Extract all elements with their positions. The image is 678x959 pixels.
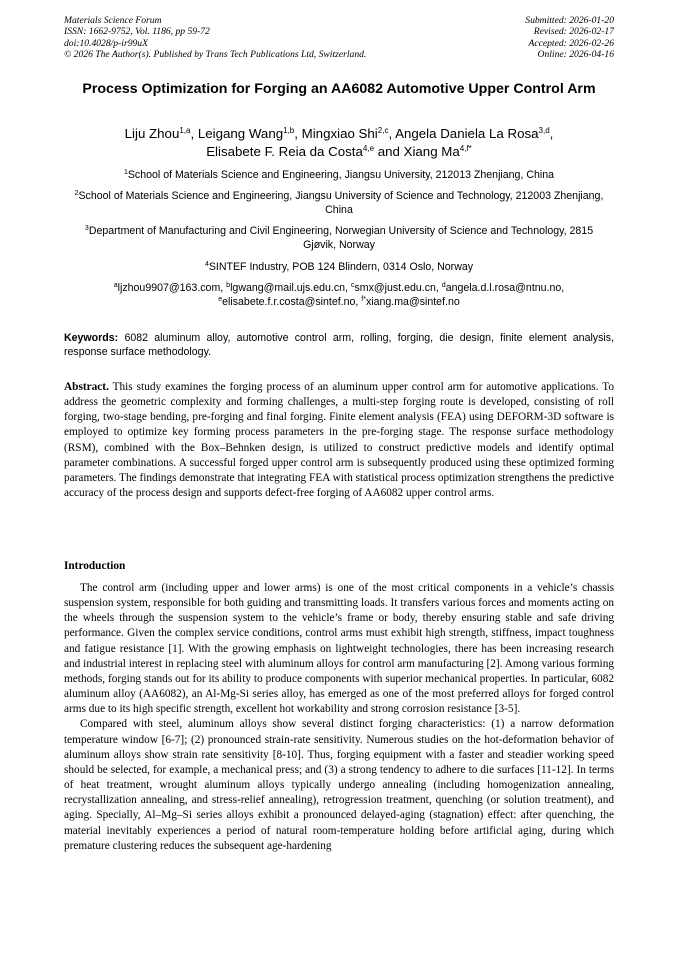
author: Leigang Wang$^{1,b}$, (197, 126, 302, 141)
affiliation: $^4$SINTEF Industry, POB 124 Blindern, 0314 Oslo, Norway (204, 261, 474, 273)
email[interactable]: $^e$elisabete.f.r.costa@sintef.no (218, 295, 356, 308)
section-heading-introduction: Introduction (64, 560, 126, 572)
issn-volume: ISSN: 1662-9752, Vol. 1186, pp 59-72 (64, 26, 210, 38)
accepted-date: Accepted: 2026-02-26 (528, 37, 614, 49)
paper-title: Process Optimization for Forging an AA6082 Automotive Upper Control Arm (82, 81, 596, 97)
affiliation: $^1$School of Materials Science and Engineering, Jiangsu University, 212013 Zhenjiang, China (123, 169, 555, 181)
abstract (64, 380, 614, 501)
author: Xiang $Ma^{4,f*}$ (403, 143, 472, 159)
doi[interactable]: doi:10.4028/p-ir99uX (64, 37, 148, 49)
email[interactable]: $^d$angela.d.l.rosa@ntnu.no (441, 282, 562, 294)
introduction-body (64, 581, 614, 854)
email[interactable]: $^c$smx@just.edu.cn (350, 282, 436, 294)
email[interactable]: $^b$lgwang@mail.ujs.edu.cn (226, 282, 346, 294)
affiliation: $^2$School of Materials Science and Engineering, Jiangsu University of Science and Technology, 212003 Zhenjiang, China (74, 190, 604, 216)
author: Angela Daniela La Rosa$^{3,d}$, (395, 126, 554, 141)
keywords-text: 6082 aluminum alloy, automotive control arm, rolling, forging, die design, finite element analysis, response surface methodology. (64, 332, 614, 359)
publication-dates (525, 15, 614, 61)
journal-info (64, 15, 366, 61)
author: Elisabete F. Reia da Costa$^{4,e}$ and (206, 143, 404, 159)
journal-name: Materials Science Forum (64, 15, 162, 26)
abstract-text: This study examines the forging process of an aluminum upper control arm for automotive applications. To address the geometric complexity and forming challenges, a multi-step forging route is developed, consisting of roll forging, two-stage bending, pre-forging and final forging. Finite element analysis (FEA) using DEFORM-3D software is employed to optimize key forming process parameters in the pre-forging stage. The response surface methodology (RSM), combined with the Box–Behnken design, is utilized to construct predictive models and identify optimal parameter combinations. A successful forged upper control arm is subsequently produced using these optimized forming parameters. The findings demonstrate that integrating FEA with statistical process optimization strengthens the predictive accuracy of the process design and supports defect-free forging of AA6082 upper control arms. (64, 381, 614, 500)
submitted-date: Submitted: 2026-01-20 (525, 15, 614, 26)
affiliation: $^3$Department of Manufacturing and Civil Engineering, Norwegian University of Science and Technology, 2815 Gjøvik, Norway (84, 225, 594, 251)
email[interactable]: $^a$ljzhou9907@163.com (113, 282, 221, 294)
author: Liju Zhou$^{1,a}$, (124, 126, 198, 141)
email[interactable]: $^{f*}$xiang.ma@sintef.no (361, 295, 460, 308)
keywords (64, 331, 614, 359)
author-list (60, 125, 618, 160)
keywords-label: Keywords: (64, 332, 119, 344)
author-emails: $^a$ljzhou9907@163.com, $^b$lgwang@mail.ujs.edu.cn, $^c$smx@just.edu.cn, $^d$angela.d.l.rosa@ntnu.no, $^e$elisabete.f.r.costa@sintef.no, $^{f*}$xiang.ma@sintef.no (113, 282, 565, 308)
paragraph: Compared with steel, aluminum alloys show several distinct forging characteristics: (1) a narrow deformation temperature window [6-7]; (2) pronounced strain-rate sensitivity. Numerous studies on the hot-deformation behavior of aluminum alloys show strain rate sensitivity [8-10]. Thus, forging equipment with a faster and steadier working speed should be selected, for example, a mechanical press; and (3) a strong tendency to adhere to die surfaces [11-12]. In terms of heat treatment, wrought aluminum alloys typically undergo annealing (including homogenization annealing, recrystallization annealing, and stress-relief annealing), retrogression treatment, quenching (or solution treatment), and aging. Specially, Al–Mg–Si series alloys exhibit a pronounced delayed-aging (stagnation) effect: after quenching, the material inevitably experiences a period of natural room-temperature holding before artificial aging, during which premature clustering reduces the subsequent age-hardening (64, 718, 614, 852)
online-date: Online: 2026-04-16 (537, 49, 614, 61)
abstract-label: Abstract. (64, 381, 109, 393)
paragraph: The control arm (including upper and lower arms) is one of the most critical components in a vehicle’s chassis suspension system, responsible for both guiding and transmitting loads. It transfers various forces and moments acting on the wheels through the suspension system to the vehicle’s frame or body, thereby ensuring stable and safe driving performance. Given the complex service conditions, control arms must exhibit high strength, stiffness, impact toughness and fatigue resistance [1]. With the growing emphasis on lightweight technologies, there has been increasing research and industrial interest in replacing steel with aluminum alloys for control arm manufacturing [2]. Among various forming methods, forging stands out for its ability to produce components with superior mechanical properties. In particular, 6082 aluminum alloy (AA6082), an Al-Mg-Si series alloy, has emerged as one of the most preferred alloys for forged control arms due to its high specific strength, excellent hot workability and strong corrosion resistance [3-5]. (64, 582, 614, 716)
author: Mingxiao Shi$^{2,c}$, (301, 126, 396, 141)
revised-date: Revised: 2026-02-17 (533, 26, 614, 38)
copyright: © 2026 The Author(s). Published by Trans Tech Publications Ltd, Switzerland. (64, 49, 367, 61)
